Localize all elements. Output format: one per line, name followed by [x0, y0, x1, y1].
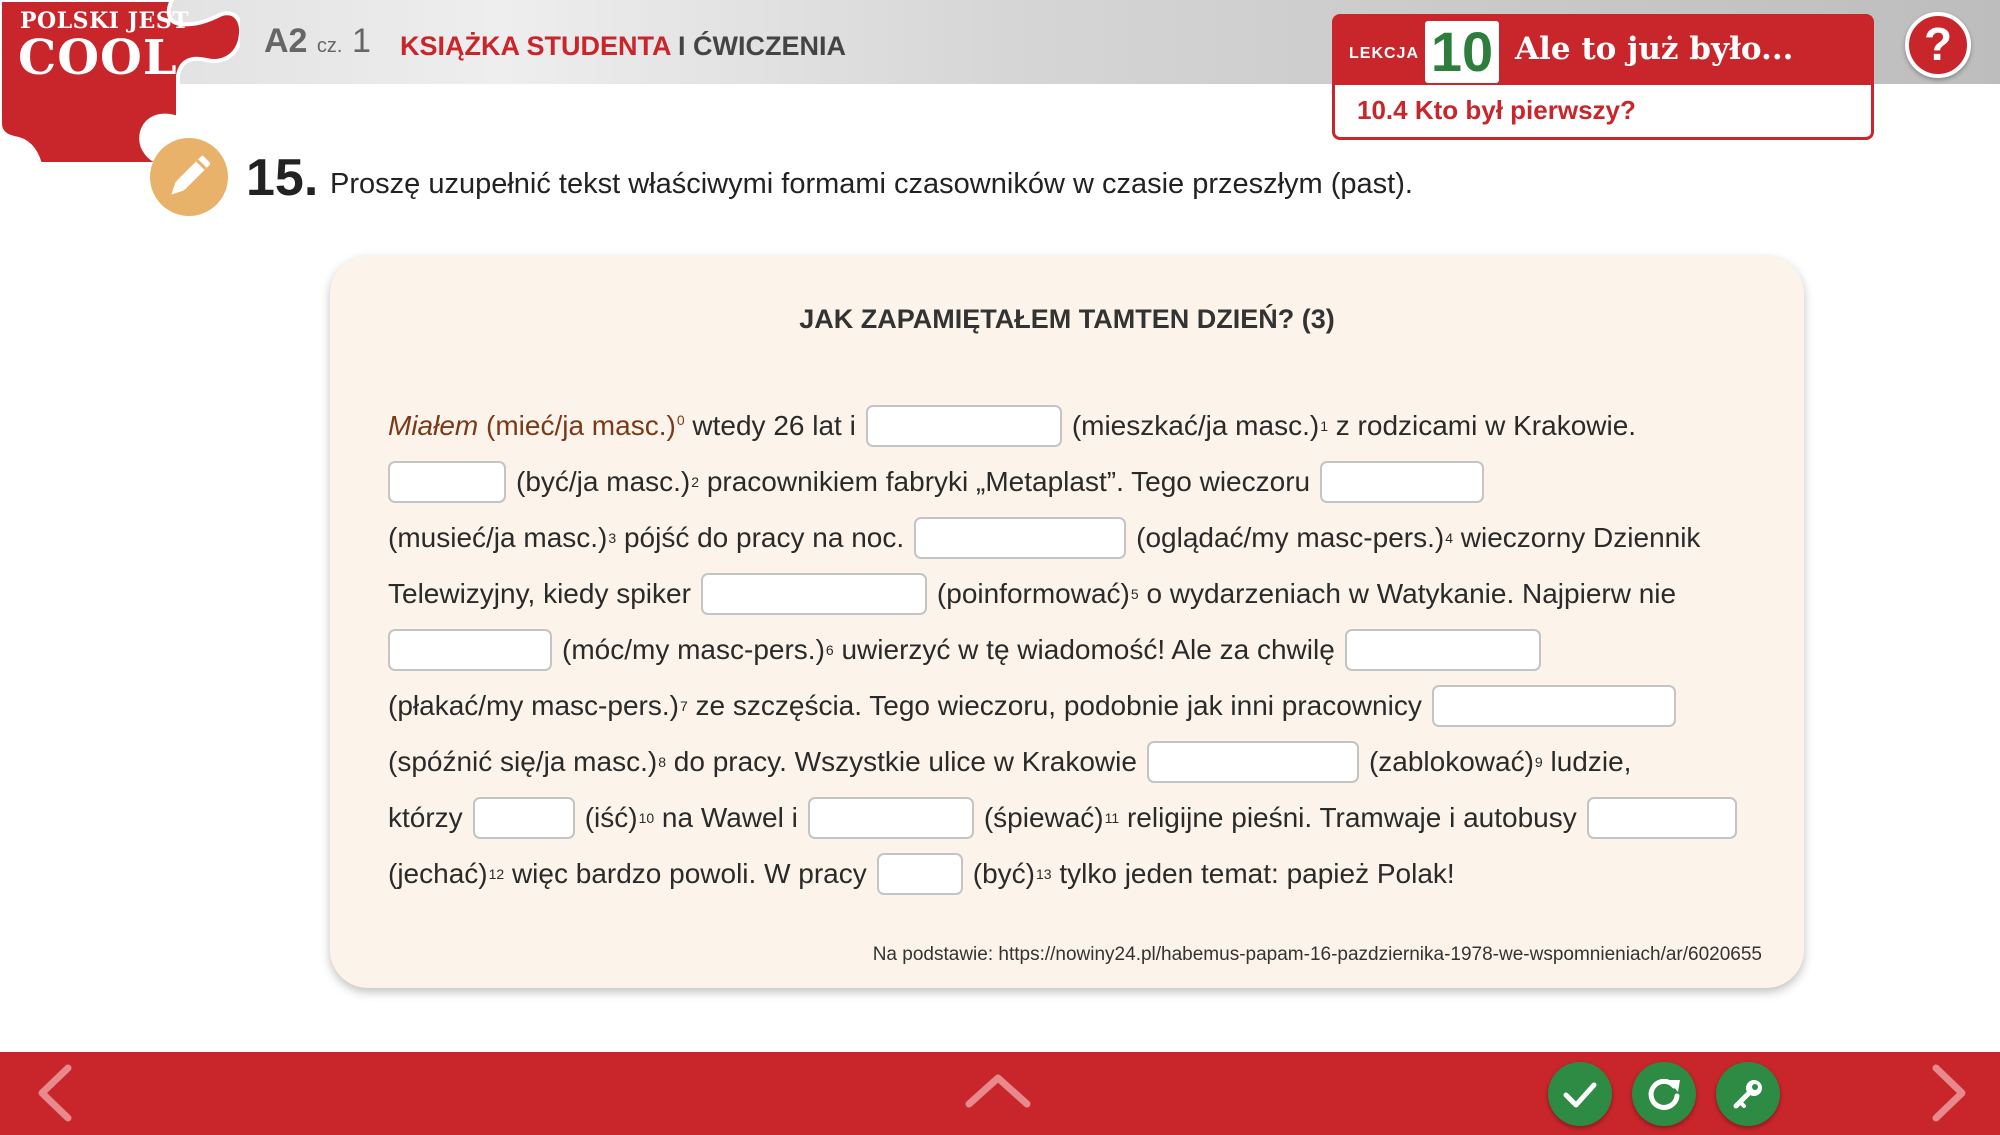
logo-line1: POLSKI JEST: [20, 8, 190, 34]
help-button[interactable]: ?: [1905, 12, 1971, 78]
text-segment: Telewizyjny, kiedy spiker: [388, 578, 691, 609]
text-line: [388, 454, 1768, 510]
gap-index: 13: [1035, 866, 1052, 882]
text-line: [388, 846, 1768, 902]
text-segment: na Wawel i: [654, 802, 798, 833]
gap-input-3[interactable]: [1320, 461, 1484, 503]
text-segment: o wydarzeniach w Watykanie. Najpierw nie: [1138, 578, 1677, 609]
chevron-left-icon[interactable]: [22, 1058, 92, 1128]
text-segment: pracownikiem fabryki „Metaplast”. Tego wieczoru: [699, 466, 1311, 497]
text-segment: do pracy. Wszystkie ulice w Krakowie: [665, 746, 1137, 777]
part-number: 1: [351, 22, 371, 60]
gap-index: 5: [1130, 586, 1139, 602]
logo-line2: COOL: [18, 30, 178, 86]
level-label: A2: [264, 22, 308, 60]
example-answer: [388, 410, 685, 442]
gap-index: 7: [679, 698, 688, 714]
book-title: [400, 31, 846, 62]
verb-hint: (móc/my masc-pers.): [562, 634, 825, 665]
reset-button[interactable]: [1632, 1062, 1696, 1126]
book-title-red: KSIĄŻKA STUDENTA: [400, 31, 671, 61]
lesson-header: [1335, 17, 1871, 85]
gap-input-11[interactable]: [808, 797, 974, 839]
gap-index: 10: [638, 810, 655, 826]
text-segment: wtedy 26 lat i: [684, 410, 856, 441]
verb-hint: (płakać/my masc-pers.): [388, 690, 679, 721]
verb-hint: (musieć/ja masc.): [388, 522, 608, 553]
part-label: cz.: [316, 35, 343, 57]
gap-input-8[interactable]: [1432, 685, 1676, 727]
text-segment: religijne pieśni. Tramwaje i autobusy: [1119, 802, 1577, 833]
book-level: [264, 22, 371, 61]
verb-hint: (oglądać/my masc-pers.): [1136, 522, 1445, 553]
text-line: [388, 566, 1768, 622]
gap-index: 12: [488, 866, 505, 882]
gap-input-1[interactable]: [866, 405, 1062, 447]
gap-input-7[interactable]: [1345, 629, 1541, 671]
text-segment: z rodzicami w Krakowie.: [1327, 410, 1637, 441]
gap-input-9[interactable]: [1147, 741, 1359, 783]
card-title: JAK ZAPAMIĘTAŁEM TAMTEN DZIEŃ? (3): [799, 304, 1335, 334]
chevron-right-icon[interactable]: [1912, 1058, 1982, 1128]
gap-fill-text: [388, 398, 1768, 902]
verb-hint: (śpiewać): [983, 802, 1104, 833]
text-segment: tylko jeden temat: papież Polak!: [1051, 858, 1455, 889]
key-icon: [1728, 1074, 1768, 1114]
lesson-subsection: 10.4 Kto był pierwszy?: [1357, 95, 1636, 125]
text-segment: pójść do pracy na noc.: [616, 522, 905, 553]
verb-hint: (mieszkać/ja masc.): [1071, 410, 1320, 441]
gap-index: 4: [1445, 530, 1454, 546]
text-line: [388, 622, 1768, 678]
gap-index: 8: [658, 754, 666, 770]
gap-index: 3: [608, 530, 617, 546]
gap-input-2[interactable]: [388, 461, 506, 503]
exercise-card: [330, 256, 1804, 988]
gap-index: 2: [691, 474, 700, 490]
gap-index: 11: [1104, 810, 1120, 826]
verb-hint: (poinformować): [936, 578, 1130, 609]
gap-index: 0: [676, 411, 685, 428]
text-line: [388, 510, 1768, 566]
text-segment: ze szczęścia. Tego wieczoru, podobnie jak inni pracownicy: [687, 690, 1422, 721]
verb-hint: (zablokować): [1368, 746, 1534, 777]
gap-input-6[interactable]: [388, 629, 552, 671]
text-segment: więc bardzo powoli. W pracy: [504, 858, 867, 889]
verb-hint: (iść): [584, 802, 638, 833]
pencil-icon: [150, 138, 228, 216]
gap-input-10[interactable]: [473, 797, 575, 839]
verb-hint: (być): [972, 858, 1035, 889]
lesson-name: Ale to już było...: [1515, 31, 1794, 67]
text-segment: ludzie,: [1542, 746, 1632, 777]
gap-index: 6: [825, 642, 834, 658]
exercise-instruction: Proszę uzupełnić tekst właściwymi formami czasowników w czasie przeszłym (past).: [330, 168, 1413, 200]
text-segment: uwierzyć w tę wiadomość! Ale za chwilę: [833, 634, 1335, 665]
lesson-label: LEKCJA: [1349, 45, 1420, 62]
gap-index: 1: [1320, 418, 1328, 434]
chevron-up-icon[interactable]: [963, 1060, 1033, 1130]
verb-hint: (mieć/ja masc.): [486, 410, 676, 441]
gap-input-4[interactable]: [914, 517, 1126, 559]
gap-input-12[interactable]: [1587, 797, 1737, 839]
text-line: [388, 398, 1768, 454]
text-line: [388, 678, 1768, 734]
text-segment: wieczorny Dziennik: [1453, 522, 1701, 553]
source-citation: Na podstawie: https://nowiny24.pl/habemus-papam-16-pazdziernika-1978-we-wspomnieniach/ar/6020655: [872, 944, 1762, 965]
book-title-rest: I ĆWICZENIA: [670, 31, 846, 61]
gap-input-13[interactable]: [877, 853, 963, 895]
exercise-number: 15.: [246, 149, 319, 207]
verb-hint: (spóźnić się/ja masc.): [388, 746, 658, 777]
gap-input-5[interactable]: [701, 573, 927, 615]
lesson-box: [1332, 14, 1874, 140]
lesson-number: 10: [1430, 20, 1494, 83]
refresh-icon: [1644, 1074, 1684, 1114]
text-line: [388, 734, 1768, 790]
text-line: [388, 790, 1768, 846]
gap-index: 9: [1534, 754, 1543, 770]
show-key-button[interactable]: [1716, 1062, 1780, 1126]
check-icon: [1560, 1074, 1600, 1114]
example-word: Miałem: [388, 410, 479, 441]
verb-hint: (być/ja masc.): [516, 466, 691, 497]
text-segment: którzy: [388, 802, 463, 833]
verb-hint: (jechać): [388, 858, 488, 889]
check-answers-button[interactable]: [1548, 1062, 1612, 1126]
